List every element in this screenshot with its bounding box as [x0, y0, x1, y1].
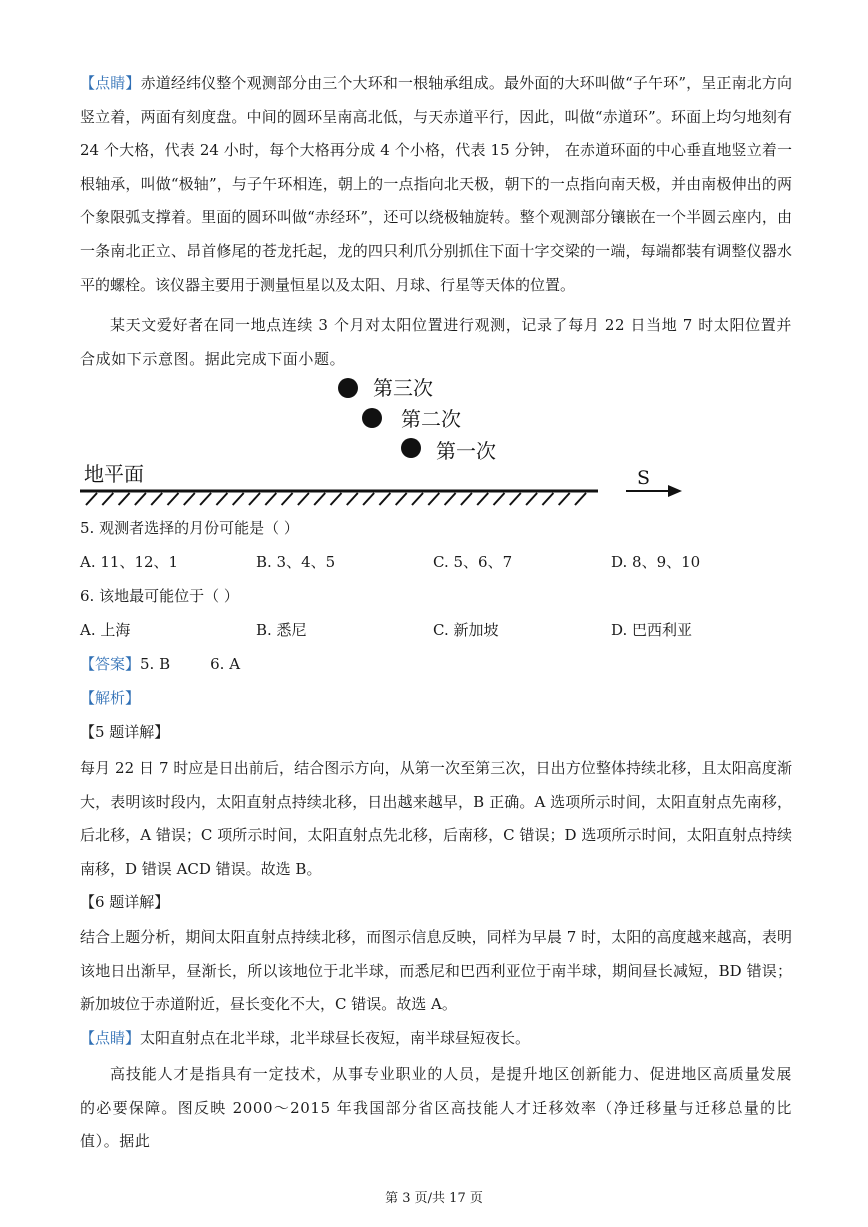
q5-detail-title: 【5 题详解】 [80, 723, 170, 741]
answer-6: 6. A [210, 655, 241, 673]
hatch-mark [233, 493, 244, 505]
q5-option-b: B. 3、4、5 [256, 553, 336, 571]
q5-option-a: A. 11、12、1 [80, 553, 179, 571]
note-2-tag: 【点睛】 [80, 1029, 141, 1047]
q6-option-d: D. 巴西利亚 [611, 621, 693, 639]
hatch-mark [298, 493, 309, 505]
direction-label: S [637, 467, 651, 489]
hatch-mark [86, 493, 97, 505]
hatch-mark [200, 493, 211, 505]
q6-option-b: B. 悉尼 [256, 621, 307, 639]
q5-option-d: D. 8、9、10 [611, 553, 701, 571]
hatch-mark [363, 493, 374, 505]
question-intro-2: 高技能人才是指具有一定技术，从事专业职业的人员，是提升地区创新能力、促进地区高质量发展的必要保障。图反映 2000～2015 年我国部分省区高技能人才迁移效率（净迁移量与迁移总量的比值）。据此 [80, 1065, 792, 1151]
hatch-mark [510, 493, 521, 505]
hatch-mark [331, 493, 342, 505]
sun-marker-second [362, 408, 382, 428]
q6-option-a: A. 上海 [80, 621, 131, 639]
hatch-mark [412, 493, 423, 505]
hatch-mark [461, 493, 472, 505]
hatch-mark [151, 493, 162, 505]
hatch-mark [249, 493, 260, 505]
hatch-mark [168, 493, 179, 505]
hatch-mark [314, 493, 325, 505]
hatch-mark [135, 493, 146, 505]
answer-line [80, 652, 240, 676]
hatch-mark [396, 493, 407, 505]
analysis-tag: 【解析】 [80, 689, 141, 707]
hatch-mark [445, 493, 456, 505]
hatch-mark [494, 493, 505, 505]
hatch-mark [102, 493, 113, 505]
hatch-mark [559, 493, 570, 505]
note-2 [80, 1026, 530, 1050]
hatch-mark [347, 493, 358, 505]
sun-marker-third [338, 378, 358, 398]
horizon-label: 地平面 [84, 462, 144, 486]
hatch-mark [184, 493, 195, 505]
label-first: 第一次 [436, 439, 496, 463]
hatch-mark [216, 493, 227, 505]
label-third: 第三次 [373, 376, 433, 400]
hatch-mark [428, 493, 439, 505]
question-intro: 某天文爱好者在同一地点连续 3 个月对太阳位置进行观测，记录了每月 22 日当地 7 时太阳位置并合成如下示意图。据此完成下面小题。 [80, 316, 792, 368]
sun-marker-first [401, 438, 421, 458]
question-5-stem: 5. 观测者选择的月份可能是（ ） [80, 519, 299, 537]
hatch-mark [282, 493, 293, 505]
direction-arrowhead [668, 485, 682, 497]
horizon-hatching [86, 493, 586, 505]
q6-option-c: C. 新加坡 [433, 621, 499, 639]
hatch-mark [477, 493, 488, 505]
hatch-mark [379, 493, 390, 505]
answer-tag: 【答案】 [80, 655, 141, 673]
hatch-mark [119, 493, 130, 505]
sun-position-figure [70, 370, 690, 510]
page-footer: 第 3 页/共 17 页 [385, 1191, 483, 1206]
q5-option-c: C. 5、6、7 [433, 553, 513, 571]
explanation-text: 赤道经纬仪整个观测部分由三个大环和一根轴承组成。最外面的大环叫做“子午环”，呈正南北方向竖立着，两面有刻度盘。中间的圆环呈南高北低，与天赤道平行，因此，叫做“赤道环”。环面上均匀地刻有 24 个大格，代表 24 小时，每个大格再分成 4 个小格，代表 15 分钟， 在赤道环面的中心垂直地竖立着一根轴承，叫做“极轴”，与子午环相连，朝上的一点指向北天极，朝下的一点指向南天极，并由南极伸出的两个象限弧支撑着。里面的圆环叫做“赤经环”，还可以绕极轴旋转。整个观测部分镶嵌在一个半圆云座内，由一条南北正立、昂首修尾的苍龙托起，龙的四只利爪分别抓住下面十字交梁的一端，每端都装有调整仪器水平的螺栓。该仪器主要用于测量恒星以及太阳、月球、行星等天体的位置。 [80, 74, 792, 294]
q6-detail-title: 【6 题详解】 [80, 893, 170, 911]
note-2-text: 太阳直射点在北半球，北半球昼长夜短，南半球昼短夜长。 [140, 1029, 531, 1047]
answer-5: 5. B [140, 655, 171, 673]
label-second: 第二次 [401, 407, 461, 431]
explanation-paragraph [80, 67, 792, 302]
hatch-mark [542, 493, 553, 505]
note-tag: 【点睛】 [80, 74, 141, 92]
hatch-mark [526, 493, 537, 505]
question-6-stem: 6. 该地最可能位于（ ） [80, 587, 239, 605]
hatch-mark [265, 493, 276, 505]
hatch-mark [575, 493, 586, 505]
q5-detail-text: 每月 22 日 7 时应是日出前后，结合图示方向，从第一次至第三次，日出方位整体持续北移，且太阳高度渐大，表明该时段内，太阳直射点持续北移，日出越来越早，B 正确。A 选项所示时间，太阳直射点先南移，后北移，A 错误；C 项所示时间，太阳直射点先北移，后南移，C 错误；D 选项所示时间，太阳直射点持续南移，D 错误 ACD 错误。故选 B。 [80, 759, 792, 878]
q6-detail-text: 结合上题分析，期间太阳直射点持续北移，而图示信息反映，同样为早晨 7 时，太阳的高度越来越高，表明该地日出渐早，昼渐长，所以该地位于北半球，而悉尼和巴西利亚位于南半球，期间昼长减短，BD 错误；新加坡位于赤道附近，昼长变化不大，C 错误。故选 A。 [80, 928, 792, 1014]
